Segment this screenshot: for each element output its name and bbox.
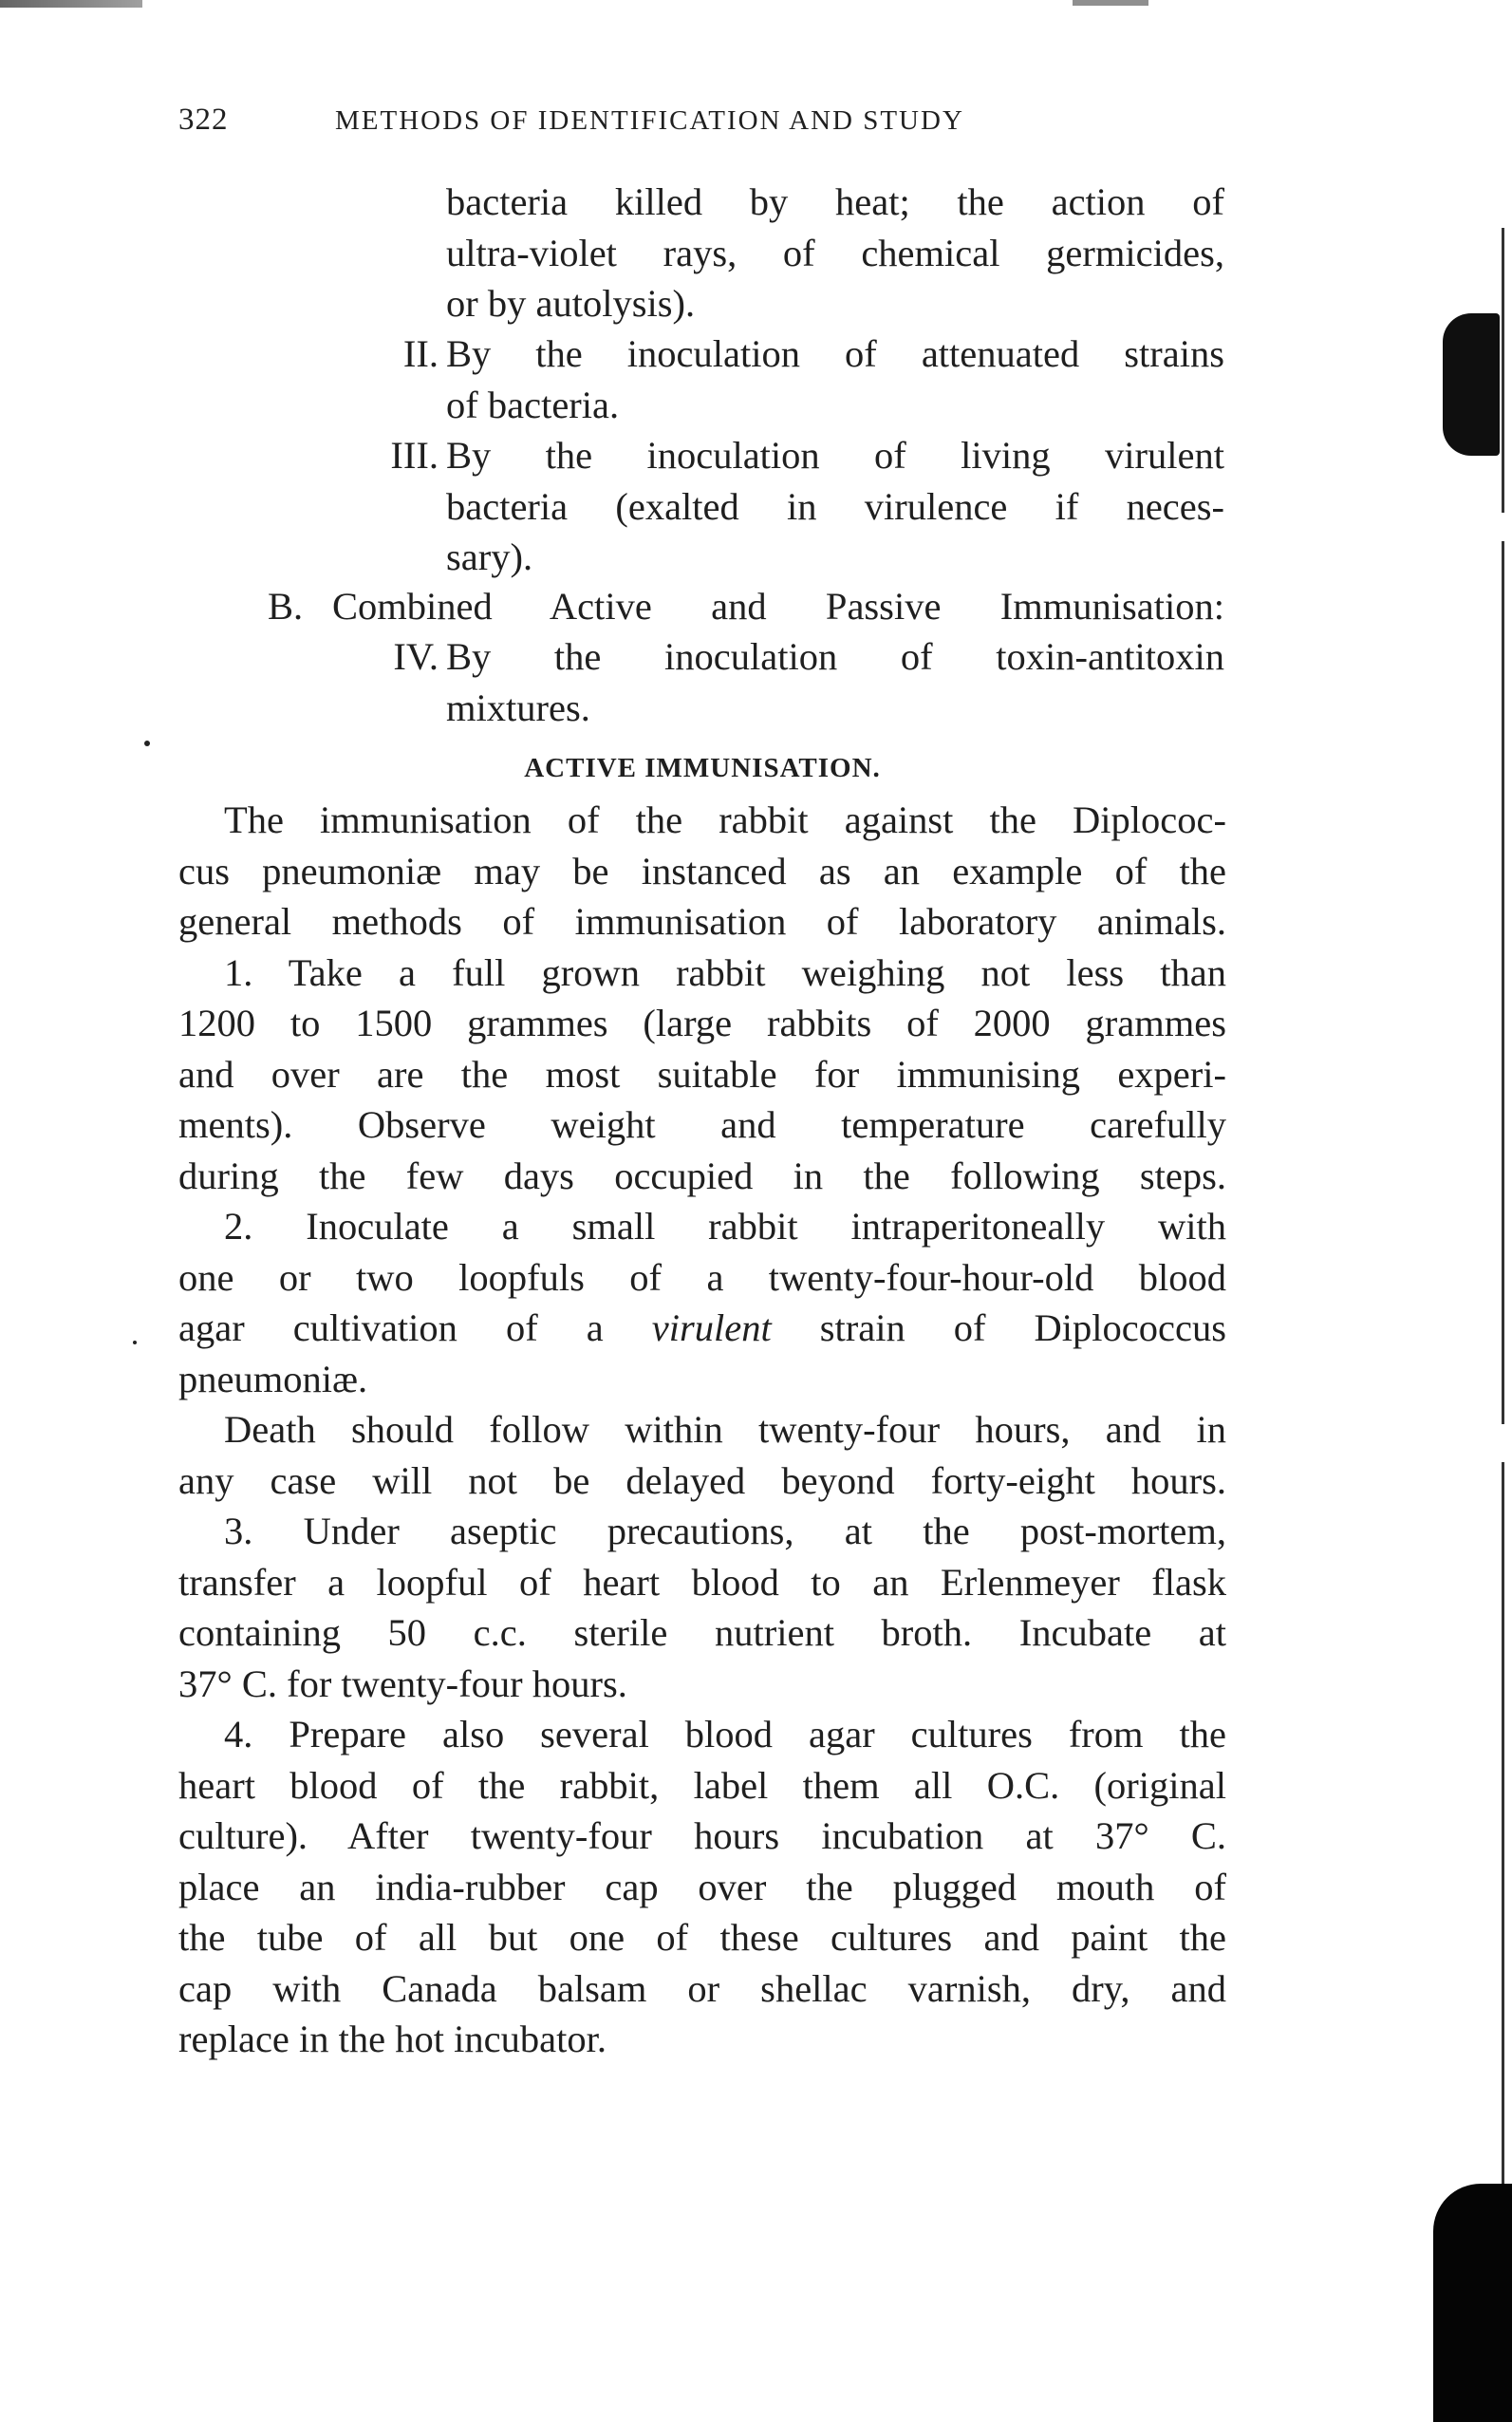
text-line: pneumoniæ. — [178, 1357, 368, 1400]
text-line: The immunisation of the rabbit against the Diplococ- — [224, 798, 1226, 841]
text-line: one or two loopfuls of a twenty-four-hour-old blood — [178, 1255, 1226, 1299]
text-line: Combined Active and Passive Immunisation: — [332, 585, 1224, 628]
text-line: replace in the hot incubator. — [178, 2018, 607, 2060]
text-line: heart blood of the rabbit, label them all O.C. (original — [178, 1763, 1226, 1807]
page-number: 322 — [178, 103, 229, 137]
text-line: 37° C. for twenty-four hours. — [178, 1662, 627, 1705]
scan-edge-line — [1502, 541, 1504, 1424]
body-text — [178, 795, 1226, 2065]
text-line: and over are the most suitable for immunising experi- — [178, 1052, 1226, 1096]
text-line: or by autolysis). — [446, 282, 696, 325]
running-title: METHODS OF IDENTIFICATION AND STUDY — [335, 105, 964, 136]
text-line: By the inoculation of toxin-antitoxin — [446, 635, 1224, 678]
text-line: mixtures. — [446, 685, 590, 729]
text-line: of bacteria. — [446, 383, 620, 426]
outline-item-2 — [446, 329, 1224, 430]
text-line: 3. Under aseptic precautions, at the post-mortem, — [224, 1510, 1226, 1552]
text-line — [178, 1303, 1226, 1354]
text-line: 1200 to 1500 grammes (large rabbits of 2000 grammes — [178, 1002, 1226, 1044]
scan-binding-shadow — [1433, 2184, 1512, 2422]
outline-numeral: IV. — [393, 635, 439, 678]
text-line: bacteria (exalted in virulence if neces- — [446, 484, 1224, 528]
scan-speck — [133, 1341, 137, 1344]
outline-item-3 — [446, 430, 1224, 583]
text-line: By the inoculation of living virulent — [446, 434, 1224, 477]
text-line: place an india-rubber cap over the plugged mouth of — [178, 1865, 1226, 1908]
outline-continuation — [446, 177, 1224, 329]
text-line: sary). — [446, 535, 533, 578]
outline-numeral: II. — [402, 332, 439, 375]
scan-edge-mark — [1073, 0, 1148, 6]
scan-speck — [144, 741, 150, 746]
text-line: ments). Observe weight and temperature carefully — [178, 1103, 1226, 1146]
text-line: the tube of all but one of these cultures and paint the — [178, 1916, 1226, 1959]
scan-edge-mark — [0, 0, 142, 8]
text-line: any case will not be delayed beyond forty-eight hours. — [178, 1458, 1226, 1502]
text-run: agar cultivation of a — [178, 1306, 652, 1349]
text-line: By the inoculation of attenuated strains — [446, 332, 1224, 375]
section-label: B. — [268, 585, 304, 628]
scan-binding-shadow — [1443, 313, 1500, 456]
scan-edge-line — [1502, 228, 1504, 513]
text-line: culture). After twenty-four hours incubation at 37° C. — [178, 1814, 1226, 1857]
text-line: 2. Inoculate a small rabbit intraperitoneally with — [224, 1205, 1226, 1248]
section-title — [332, 581, 1224, 632]
text-line: during the few days occupied in the following steps. — [178, 1154, 1226, 1197]
text-line: 1. Take a full grown rabbit weighing not less than — [224, 950, 1226, 994]
text-line: transfer a loopful of heart blood to an Erlenmeyer flask — [178, 1560, 1226, 1604]
text-line: Death should follow within twenty-four hours, and in — [224, 1408, 1226, 1451]
text-line: cus pneumoniæ may be instanced as an example of the — [178, 849, 1226, 892]
outline-item-4 — [446, 631, 1224, 733]
text-line: containing 50 c.c. sterile nutrient broth. Incubate at — [178, 1611, 1226, 1654]
scan-edge-line — [1502, 1462, 1504, 2184]
text-line: bacteria killed by heat; the action of — [446, 180, 1224, 223]
text-line: general methods of immunisation of laboratory animals. — [178, 900, 1226, 943]
text-line: cap with Canada balsam or shellac varnish, dry, and — [178, 1966, 1226, 2010]
emphasis: virulent — [651, 1306, 772, 1349]
section-heading: ACTIVE IMMUNISATION. — [524, 753, 881, 783]
text-line: 4. Prepare also several blood agar cultures from the — [224, 1713, 1226, 1755]
text-run: strain of Diplococcus — [771, 1306, 1226, 1349]
outline-numeral: III. — [390, 434, 439, 477]
text-line: ultra-violet rays, of chemical germicides, — [446, 231, 1224, 274]
